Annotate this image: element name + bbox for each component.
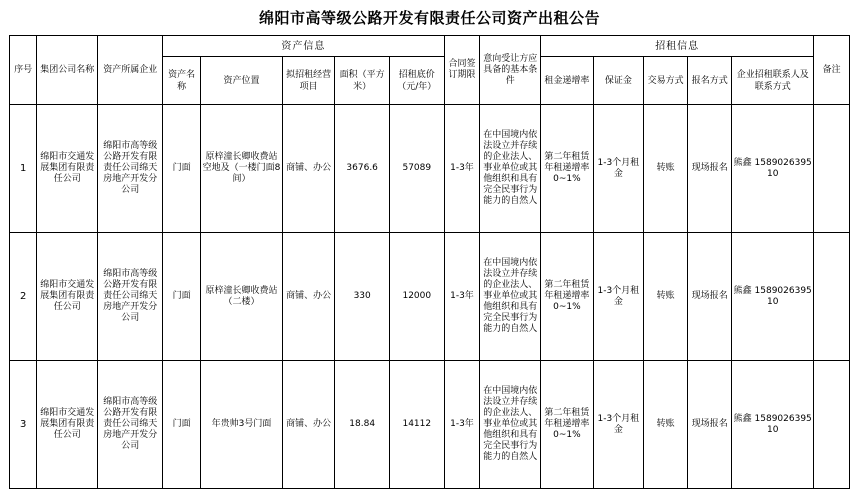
cell-remarks [814, 233, 850, 361]
table-group-header-row [10, 36, 850, 57]
cell-group-company: 绵阳市交通发展集团有限责任公司 [37, 361, 98, 489]
cell-remarks [814, 361, 850, 489]
table-row [10, 105, 850, 233]
cell-contact: 熊鑫 158902639510 [732, 233, 814, 361]
col-header-asset-location: 资产位置 [201, 57, 283, 105]
cell-intended-project: 商铺、办公 [282, 105, 334, 233]
cell-payment-method: 转账 [644, 105, 688, 233]
cell-asset-owner: 绵阳市高等级公路开发有限责任公司绵天房地产开发分公司 [98, 105, 163, 233]
col-header-applicant-requirements: 意向受让方应具备的基本条件 [480, 36, 541, 105]
cell-index: 1 [10, 105, 37, 233]
cell-payment-method: 转账 [644, 361, 688, 489]
cell-contract-term: 1-3年 [444, 105, 480, 233]
cell-rent-increase-rate: 第二年租赁年租递增率0~1% [541, 233, 593, 361]
cell-area: 330 [335, 233, 390, 361]
cell-asset-name: 门面 [163, 105, 201, 233]
cell-deposit: 1-3个月租金 [593, 105, 643, 233]
cell-rent-increase-rate: 第二年租赁年租递增率0~1% [541, 361, 593, 489]
table-row [10, 233, 850, 361]
cell-asset-name: 门面 [163, 233, 201, 361]
cell-applicant-requirements: 在中国境内依法设立并存续的企业法人、事业单位或其他组织和具有完全民事行为能力的自然人 [480, 233, 541, 361]
cell-area: 18.84 [335, 361, 390, 489]
col-header-floor-price: 招租底价（元/年） [389, 57, 444, 105]
cell-floor-price: 14112 [389, 361, 444, 489]
page-title: 绵阳市高等级公路开发有限责任公司资产出租公告 [258, 9, 600, 27]
cell-contact: 熊鑫 158902639510 [732, 105, 814, 233]
cell-application-method: 现场报名 [688, 105, 732, 233]
cell-intended-project: 商铺、办公 [282, 361, 334, 489]
cell-group-company: 绵阳市交通发展集团有限责任公司 [37, 105, 98, 233]
col-header-asset-owner: 资产所属企业 [98, 36, 163, 105]
col-header-application-method: 报名方式 [688, 57, 732, 105]
col-header-group-company: 集团公司名称 [37, 36, 98, 105]
cell-payment-method: 转账 [644, 233, 688, 361]
cell-asset-owner: 绵阳市高等级公路开发有限责任公司绵天房地产开发分公司 [98, 361, 163, 489]
group-header-lease-info: 招租信息 [541, 36, 814, 57]
asset-rental-table [9, 35, 850, 489]
cell-deposit: 1-3个月租金 [593, 233, 643, 361]
cell-contract-term: 1-3年 [444, 361, 480, 489]
group-header-asset-info: 资产信息 [163, 36, 444, 57]
cell-deposit: 1-3个月租金 [593, 361, 643, 489]
cell-floor-price: 57089 [389, 105, 444, 233]
table-row [10, 361, 850, 489]
col-header-index: 序号 [10, 36, 37, 105]
cell-contact: 熊鑫 158902639510 [732, 361, 814, 489]
cell-area: 3676.6 [335, 105, 390, 233]
cell-asset-location: 原梓潼长卿收费站空地及（一楼门面8间） [201, 105, 283, 233]
col-header-asset-name: 资产名称 [163, 57, 201, 105]
col-header-rent-increase-rate: 租金递增率 [541, 57, 593, 105]
cell-index: 3 [10, 361, 37, 489]
cell-application-method: 现场报名 [688, 361, 732, 489]
col-header-deposit: 保证金 [593, 57, 643, 105]
col-header-contract-term: 合同签订期限 [444, 36, 480, 105]
cell-asset-name: 门面 [163, 361, 201, 489]
cell-asset-location: 原梓潼长卿收费站（二楼） [201, 233, 283, 361]
col-header-intended-project: 拟招租经营项目 [282, 57, 334, 105]
cell-intended-project: 商铺、办公 [282, 233, 334, 361]
cell-rent-increase-rate: 第二年租赁年租递增率0~1% [541, 105, 593, 233]
cell-applicant-requirements: 在中国境内依法设立并存续的企业法人、事业单位或其他组织和具有完全民事行为能力的自然人 [480, 105, 541, 233]
cell-remarks [814, 105, 850, 233]
cell-asset-owner: 绵阳市高等级公路开发有限责任公司绵天房地产开发分公司 [98, 233, 163, 361]
cell-floor-price: 12000 [389, 233, 444, 361]
cell-application-method: 现场报名 [688, 233, 732, 361]
cell-group-company: 绵阳市交通发展集团有限责任公司 [37, 233, 98, 361]
col-header-payment-method: 交易方式 [644, 57, 688, 105]
col-header-area: 面积（平方米） [335, 57, 390, 105]
cell-index: 2 [10, 233, 37, 361]
cell-applicant-requirements: 在中国境内依法设立并存续的企业法人、事业单位或其他组织和具有完全民事行为能力的自然人 [480, 361, 541, 489]
cell-contract-term: 1-3年 [444, 233, 480, 361]
col-header-contact: 企业招租联系人及联系方式 [732, 57, 814, 105]
cell-asset-location: 年贵帅3号门面 [201, 361, 283, 489]
col-header-remarks: 备注 [814, 36, 850, 105]
